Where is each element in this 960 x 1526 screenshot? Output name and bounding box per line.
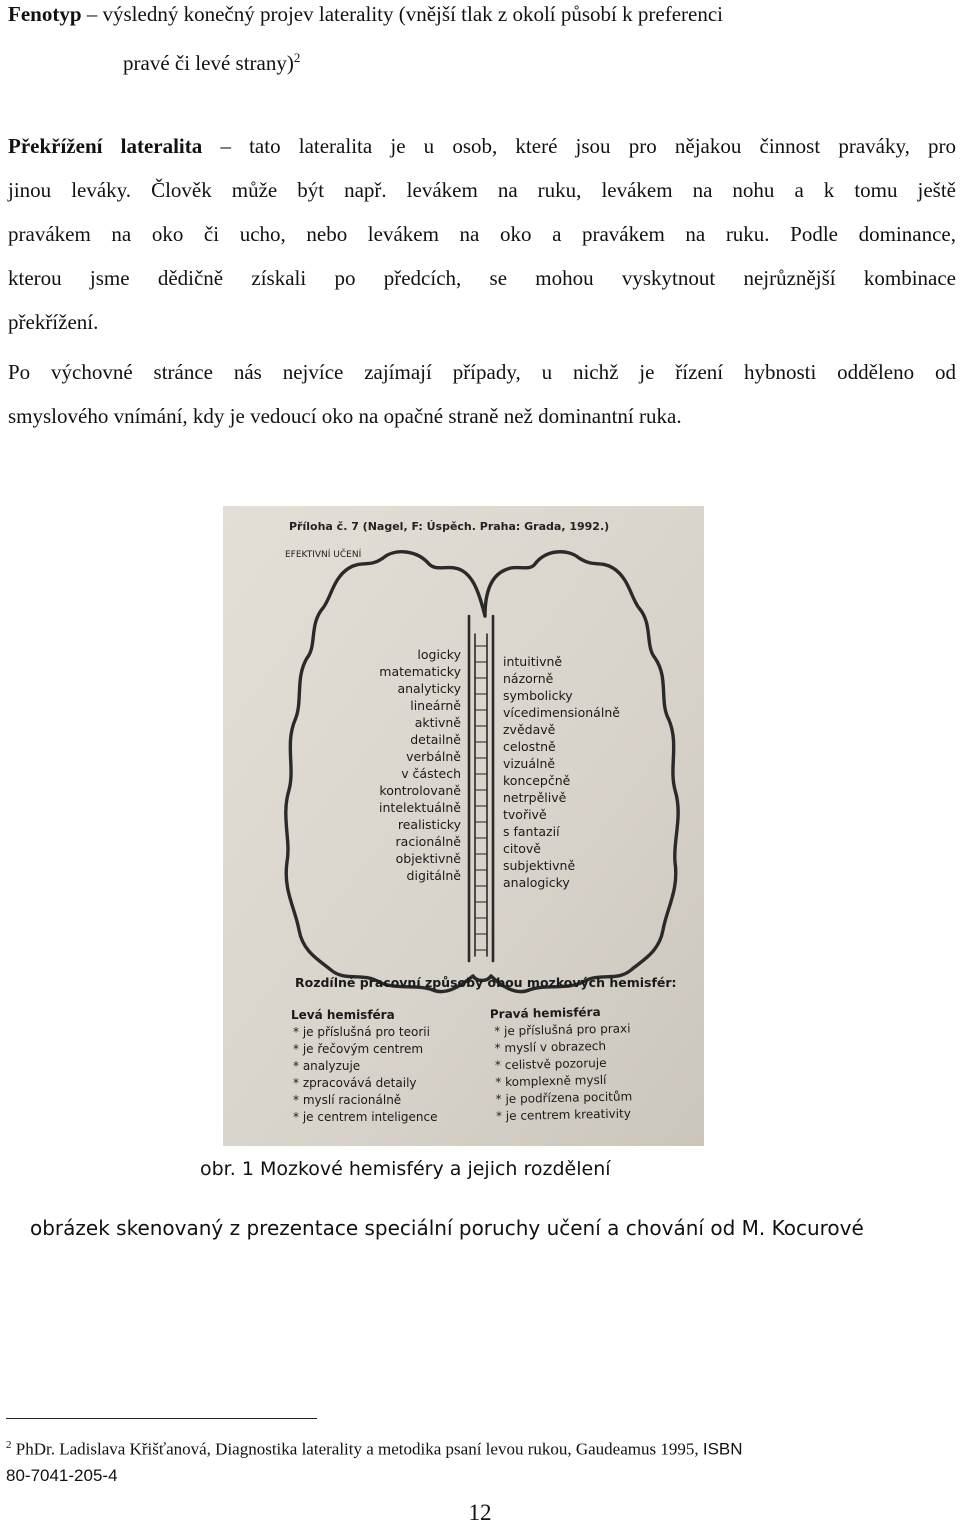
right-item: * myslí v obrazech — [494, 1038, 607, 1056]
right-item: * je podřízena pocitům — [495, 1089, 633, 1107]
right-word: vícedimensionálně — [503, 705, 620, 720]
left-word: v částech — [401, 766, 461, 781]
crossed-line-1: – tato lateralita je u osob, které jsou pro nějakou činnost praváky, pro — [220, 134, 957, 158]
educational-line-1: Po výchovné stránce nás nejvíce zajímají případy, u nichž je řízení hybnosti odděleno od — [8, 360, 956, 384]
right-word: intuitivně — [503, 654, 563, 669]
figure-source-note: obrázek skenovaný z prezentace speciální poruchy učení a chování od M. Kocurové — [30, 1216, 864, 1240]
figure-subheader: EFEKTIVNÍ UČENÍ — [285, 550, 362, 560]
left-hemisphere-title: Levá hemisféra — [291, 1008, 395, 1022]
left-word: objektivně — [395, 851, 461, 866]
right-word: celostně — [503, 739, 556, 754]
left-item: * je řečovým centrem — [293, 1042, 424, 1056]
left-word: kontrolovaně — [379, 783, 461, 798]
right-word: názorně — [503, 671, 554, 686]
left-word: digitálně — [406, 868, 461, 883]
paragraph-crossed-laterality — [8, 124, 956, 344]
left-word: analyticky — [397, 681, 461, 696]
right-item: * je příslušná pro praxi — [494, 1021, 631, 1039]
footnote-reference: 2 — [293, 50, 301, 65]
paragraph-fenotyp — [8, 0, 956, 85]
crossed-line-2: jinou leváky. Člověk může být např. levákem na ruku, levákem na nohu a k tomu ještě — [8, 178, 956, 202]
left-word: realisticky — [397, 817, 461, 832]
footnote-isbn-number: 80-7041-205-4 — [6, 1465, 118, 1485]
right-item: * je centrem kreativity — [495, 1106, 631, 1124]
right-word: analogicky — [503, 875, 570, 890]
educational-line-2: smyslového vnímání, kdy je vedoucí oko na opačné straně než dominantní ruka. — [8, 404, 682, 428]
footnote-text: PhDr. Ladislava Křišťanová, Diagnostika laterality a metodika psaní levou rukou, Gaudeamus 1995, — [15, 1439, 699, 1459]
right-word: koncepčně — [503, 773, 571, 788]
page-number: 12 — [468, 1500, 492, 1525]
crossed-line-4: kterou jsme dědičně získali po předcích, se mohou vyskytnout nejrůznější kombinace — [8, 266, 956, 290]
figure-header: Příloha č. 7 (Nagel, F: Úspěch. Praha: Grada, 1992.) — [289, 520, 610, 533]
right-word: s fantazií — [503, 824, 560, 839]
left-word: logicky — [417, 647, 461, 662]
comparison-title: Rozdílné pracovní způsoby obou mozkových hemisfér: — [295, 975, 677, 990]
fenotyp-line-1: – výsledný konečný projev laterality (vnější tlak z okolí působí k preferenci — [86, 2, 723, 26]
left-item: * analyzuje — [293, 1059, 361, 1073]
right-hemisphere-title: Pravá hemisféra — [489, 1004, 601, 1022]
figure-caption: obr. 1 Mozkové hemisféry a jejich rozdělení — [200, 1158, 611, 1180]
right-item: * komplexně myslí — [495, 1072, 607, 1090]
right-item: * celistvě pozoruje — [494, 1055, 607, 1073]
left-item: * je centrem inteligence — [293, 1110, 438, 1124]
left-word: racionálně — [395, 834, 461, 849]
term-crossed-laterality: Překřížení lateralita — [8, 134, 203, 158]
term-fenotyp: Fenotyp — [8, 2, 82, 26]
right-word: netrpělivě — [503, 790, 567, 805]
crossed-line-5: překřížení. — [8, 310, 99, 334]
left-word: detailně — [410, 732, 461, 747]
footnote-isbn-label: ISBN — [702, 1439, 743, 1459]
brain-hemispheres-figure — [223, 506, 704, 1146]
footnote — [6, 1432, 956, 1489]
right-word: subjektivně — [503, 858, 576, 873]
paragraph-educational — [8, 350, 956, 438]
right-word: symbolicky — [503, 688, 573, 703]
right-word: citově — [503, 841, 541, 856]
left-word: intelektuálně — [379, 800, 461, 815]
left-word: aktivně — [414, 715, 461, 730]
left-word: verbálně — [406, 749, 461, 764]
left-item: * myslí racionálně — [293, 1093, 402, 1107]
crossed-line-3: pravákem na oko či ucho, nebo levákem na oko a pravákem na ruku. Podle dominance, — [8, 222, 956, 246]
left-word: matematicky — [379, 664, 461, 679]
footnote-number: 2 — [6, 1439, 12, 1451]
fenotyp-line-2: pravé či levé strany) — [123, 51, 294, 75]
right-word: vizuálně — [503, 756, 556, 771]
right-word: zvědavě — [503, 722, 556, 737]
left-item: * zpracovává detaily — [293, 1076, 417, 1090]
left-item: * je příslušná pro teorii — [293, 1025, 430, 1039]
right-word: tvořivě — [503, 807, 547, 822]
footnote-separator — [6, 1418, 317, 1419]
left-word: lineárně — [410, 698, 461, 713]
